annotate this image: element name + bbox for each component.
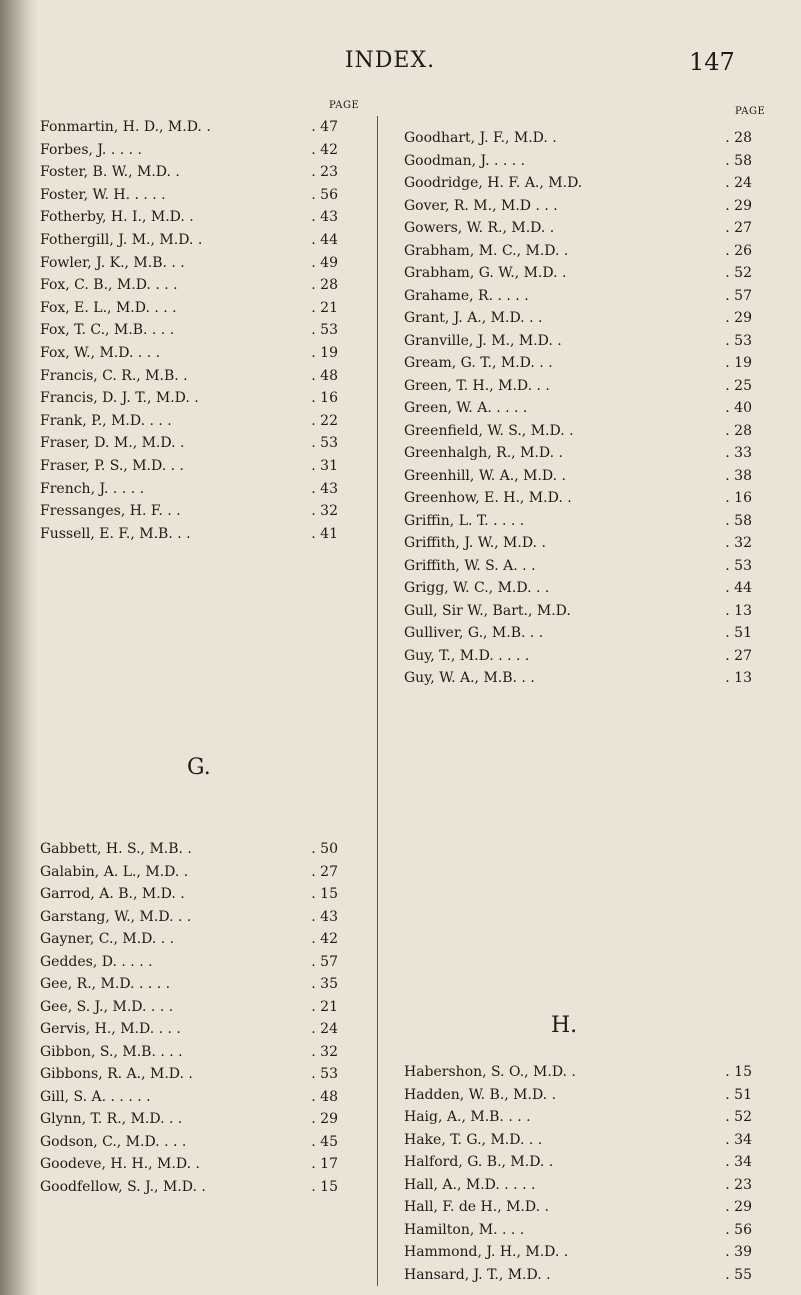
entry-page-number: . 44 <box>311 232 338 248</box>
entry-name: Hake, T. G., M.D. . . <box>404 1131 543 1148</box>
index-entry <box>404 1241 752 1263</box>
entry-name: Halford, G. B., M.D. . <box>404 1154 554 1170</box>
entry-name: French, J. . . . . <box>40 480 145 497</box>
index-entry <box>404 1106 752 1128</box>
entry-name: Gowers, W. R., M.D. . <box>404 220 555 236</box>
index-entry <box>404 1061 752 1083</box>
index-entry <box>404 1084 752 1106</box>
entry-name: Gulliver, G., M.B. . . <box>404 625 544 641</box>
entry-name: Fowler, J. K., M.B. . . <box>40 254 185 271</box>
entry-name: Gill, S. A. . . . . . <box>40 1088 151 1105</box>
entry-page-number: . 33 <box>725 445 752 461</box>
entry-page-number: . 23 <box>311 164 338 181</box>
entry-name: Grahame, R. . . . . <box>404 287 529 304</box>
entry-name: Greenfield, W. S., M.D. . <box>404 422 574 439</box>
entry-name: Fox, C. B., M.D. . . . <box>40 277 178 294</box>
entry-page-number: . 48 <box>311 367 338 384</box>
index-entry <box>404 600 752 622</box>
index-entry <box>40 1018 338 1040</box>
entry-name: Glynn, T. R., M.D. . . <box>40 1111 183 1127</box>
entry-page-number: . 55 <box>725 1266 752 1283</box>
index-entry <box>404 510 752 532</box>
entry-page-number: . 49 <box>311 254 338 271</box>
index-entry <box>40 973 338 995</box>
index-entry <box>404 1174 752 1196</box>
entry-name: Geddes, D. . . . . <box>40 953 153 970</box>
entry-page-number: . 53 <box>311 435 338 452</box>
entry-name: Griffin, L. T. . . . . <box>404 512 525 529</box>
entry-page-number: . 42 <box>311 931 338 947</box>
entry-name: Grabham, M. C., M.D. . <box>404 242 569 259</box>
entry-page-number: . 42 <box>311 141 338 158</box>
entry-name: Fothergill, J. M., M.D. . <box>40 232 203 248</box>
entry-page-number: . 29 <box>725 310 752 326</box>
index-entry <box>40 206 338 228</box>
entry-page-number: . 53 <box>725 332 752 349</box>
entry-page-number: . 43 <box>311 480 338 497</box>
index-entry <box>40 951 338 973</box>
entry-page-number: . 53 <box>311 1066 338 1082</box>
entry-name: Fox, T. C., M.B. . . . <box>40 322 175 339</box>
entry-page-number: . 21 <box>311 299 338 316</box>
entry-page-number: . 23 <box>725 1176 752 1193</box>
entry-page-number: . 22 <box>311 412 338 429</box>
index-entry <box>404 1196 752 1218</box>
index-entry <box>404 555 752 577</box>
section-letter-h: H. <box>551 1013 578 1038</box>
entry-name: Galabin, A. L., M.D. . <box>40 863 189 880</box>
entry-name: Fraser, P. S., M.D. . . <box>40 458 184 474</box>
entry-page-number: . 51 <box>725 625 752 641</box>
entry-name: Grant, J. A., M.D. . . <box>404 310 543 326</box>
index-entry <box>40 1063 338 1085</box>
index-entry <box>404 240 752 262</box>
entry-name: Green, W. A. . . . . <box>404 400 528 416</box>
entry-name: Goodhart, J. F., M.D. . <box>404 130 557 146</box>
entry-page-number: . 35 <box>311 976 338 992</box>
entry-name: Gervis, H., M.D. . . . <box>40 1021 181 1037</box>
entry-page-number: . 16 <box>725 490 752 506</box>
index-entry <box>40 906 338 928</box>
entry-page-number: . 24 <box>725 175 752 191</box>
index-entry <box>404 577 752 599</box>
index-entry <box>40 184 338 206</box>
index-entry <box>40 1176 338 1198</box>
entry-page-number: . 52 <box>725 265 752 281</box>
entry-page-number: . 19 <box>725 355 752 371</box>
index-entry <box>404 127 752 149</box>
entry-name: Francis, D. J. T., M.D. . <box>40 390 199 407</box>
entry-page-number: . 24 <box>311 1021 338 1037</box>
entry-page-number: . 58 <box>725 152 752 169</box>
index-entry <box>40 928 338 950</box>
entry-name: Hall, F. de H., M.D. . <box>404 1199 549 1215</box>
page-header <box>0 48 801 78</box>
index-entry <box>40 387 338 409</box>
entry-name: Goodfellow, S. J., M.D. . <box>40 1178 206 1195</box>
index-entry <box>404 1151 752 1173</box>
entry-page-number: . 32 <box>311 503 338 520</box>
index-entry <box>404 442 752 464</box>
entry-name: Granville, J. M., M.D. . <box>404 332 562 349</box>
index-entry <box>404 307 752 329</box>
index-entry <box>404 150 752 172</box>
index-entry <box>40 861 338 883</box>
entry-page-number: . 58 <box>725 512 752 529</box>
entry-page-number: . 38 <box>725 467 752 484</box>
entry-name: Gover, R. M., M.D . . . <box>404 197 558 214</box>
entry-page-number: . 52 <box>725 1109 752 1125</box>
entry-name: Goodeve, H. H., M.D. . <box>40 1156 200 1172</box>
entry-name: Godson, C., M.D. . . . <box>40 1133 187 1150</box>
index-entry <box>40 478 338 500</box>
entry-page-number: . 13 <box>725 602 752 619</box>
entry-name: Fox, E. L., M.D. . . . <box>40 299 177 316</box>
entry-page-number: . 56 <box>725 1221 752 1238</box>
entry-page-number: . 57 <box>725 287 752 304</box>
index-entry <box>404 420 752 442</box>
index-entry <box>404 195 752 217</box>
column-divider <box>377 116 378 1286</box>
index-entry <box>40 161 338 183</box>
entry-name: Garrod, A. B., M.D. . <box>40 886 185 902</box>
entry-name: Gibbon, S., M.B. . . . <box>40 1043 183 1060</box>
index-entry <box>40 500 338 522</box>
entry-page-number: . 28 <box>725 130 752 146</box>
entry-name: Grabham, G. W., M.D. . <box>404 265 567 281</box>
index-entry <box>40 342 338 364</box>
index-entry <box>40 252 338 274</box>
entry-name: Gee, R., M.D. . . . . <box>40 976 171 992</box>
index-entry <box>40 1131 338 1153</box>
index-entry <box>40 319 338 341</box>
index-entry <box>404 217 752 239</box>
left-page-label: PAGE <box>329 100 360 111</box>
entry-name: Gull, Sir W., Bart., M.D. <box>404 602 571 619</box>
entry-name: Hall, A., M.D. . . . . <box>404 1176 536 1193</box>
entry-name: Guy, W. A., M.B. . . <box>404 670 535 686</box>
entry-name: Gream, G. T., M.D. . . <box>404 355 553 371</box>
entry-name: Francis, C. R., M.B. . <box>40 367 188 384</box>
entry-name: Fraser, D. M., M.D. . <box>40 435 185 452</box>
entry-page-number: . 29 <box>725 1199 752 1215</box>
entry-page-number: . 15 <box>311 1178 338 1195</box>
index-entry <box>404 465 752 487</box>
index-entry <box>40 838 338 860</box>
entry-page-number: . 53 <box>725 557 752 574</box>
index-entry <box>404 1129 752 1151</box>
index-entry <box>40 883 338 905</box>
index-entry <box>404 330 752 352</box>
entry-name: Fonmartin, H. D., M.D. . <box>40 119 211 135</box>
index-entry <box>40 1086 338 1108</box>
index-entry <box>404 397 752 419</box>
entry-name: Gee, S. J., M.D. . . . <box>40 998 174 1015</box>
entry-page-number: . 50 <box>311 841 338 857</box>
entry-name: Goodridge, H. F. A., M.D. <box>404 175 583 191</box>
entry-name: Haig, A., M.B. . . . <box>404 1109 531 1125</box>
entry-page-number: . 13 <box>725 670 752 686</box>
entry-name: Garstang, W., M.D. . . <box>40 908 192 925</box>
index-entry <box>404 352 752 374</box>
entry-page-number: . 15 <box>725 1064 752 1080</box>
entry-name: Fox, W., M.D. . . . <box>40 345 161 361</box>
index-entry <box>404 645 752 667</box>
entry-page-number: . 27 <box>725 220 752 236</box>
entry-name: Fotherby, H. I., M.D. . <box>40 209 194 226</box>
entry-page-number: . 43 <box>311 209 338 226</box>
entry-page-number: . 57 <box>311 953 338 970</box>
entry-name: Frank, P., M.D. . . . <box>40 412 172 429</box>
entry-page-number: . 15 <box>311 886 338 902</box>
entry-name: Green, T. H., M.D. . . <box>404 377 550 394</box>
entry-name: Guy, T., M.D. . . . . <box>404 647 530 664</box>
entry-name: Gabbett, H. S., M.B. . <box>40 841 192 857</box>
entry-page-number: . 31 <box>311 458 338 474</box>
entry-page-number: . 21 <box>311 998 338 1015</box>
entry-page-number: . 47 <box>311 119 338 135</box>
entry-name: Hammond, J. H., M.D. . <box>404 1244 569 1260</box>
entry-name: Griffith, J. W., M.D. . <box>404 535 546 551</box>
entry-name: Fressanges, H. F. . . <box>40 503 181 520</box>
entry-page-number: . 44 <box>725 580 752 596</box>
entry-name: Greenhow, E. H., M.D. . <box>404 490 572 506</box>
index-entry <box>40 274 338 296</box>
entry-name: Foster, B. W., M.D. . <box>40 164 180 181</box>
entry-page-number: . 27 <box>311 863 338 880</box>
entry-page-number: . 34 <box>725 1131 752 1148</box>
entry-page-number: . 41 <box>311 525 338 542</box>
section-letter-g: G. <box>187 755 211 780</box>
entry-page-number: . 51 <box>725 1086 752 1103</box>
entry-page-number: . 56 <box>311 186 338 203</box>
index-entry <box>40 1108 338 1130</box>
entry-name: Hadden, W. B., M.D. . <box>404 1086 557 1103</box>
right-page-label: PAGE <box>735 106 766 117</box>
entry-name: Habershon, S. O., M.D. . <box>404 1064 576 1080</box>
entry-page-number: . 25 <box>725 377 752 394</box>
index-entry <box>40 365 338 387</box>
index-entry <box>404 262 752 284</box>
entry-name: Grigg, W. C., M.D. . . <box>404 580 550 596</box>
index-entry <box>404 172 752 194</box>
index-entry <box>40 996 338 1018</box>
index-entry <box>40 297 338 319</box>
entry-page-number: . 29 <box>725 197 752 214</box>
entry-name: Forbes, J. . . . . <box>40 141 142 158</box>
entry-name: Hansard, J. T., M.D. . <box>404 1266 551 1283</box>
index-entry <box>404 532 752 554</box>
entry-name: Fussell, E. F., M.B. . . <box>40 525 191 542</box>
entry-name: Goodman, J. . . . . <box>404 152 526 169</box>
entry-name: Foster, W. H. . . . . <box>40 186 166 203</box>
index-entry <box>404 622 752 644</box>
index-entry <box>40 229 338 251</box>
entry-name: Hamilton, M. . . . <box>404 1221 525 1238</box>
entry-page-number: . 26 <box>725 242 752 259</box>
index-entry <box>404 1264 752 1286</box>
index-entry <box>404 1219 752 1241</box>
entry-page-number: . 53 <box>311 322 338 339</box>
entry-name: Greenhalgh, R., M.D. . <box>404 445 563 461</box>
index-entry <box>404 487 752 509</box>
entry-page-number: . 27 <box>725 647 752 664</box>
entry-page-number: . 40 <box>725 400 752 416</box>
entry-page-number: . 45 <box>311 1133 338 1150</box>
index-entry <box>40 116 338 138</box>
entry-page-number: . 28 <box>311 277 338 294</box>
page-number: 147 <box>689 48 735 76</box>
entry-page-number: . 19 <box>311 345 338 361</box>
index-entry <box>40 139 338 161</box>
entry-name: Gibbons, R. A., M.D. . <box>40 1066 193 1082</box>
index-entry <box>40 410 338 432</box>
index-entry <box>40 1041 338 1063</box>
index-entry <box>40 432 338 454</box>
index-entry <box>404 375 752 397</box>
entry-page-number: . 39 <box>725 1244 752 1260</box>
entry-page-number: . 17 <box>311 1156 338 1172</box>
page-edge-shadow <box>0 0 38 1295</box>
entry-page-number: . 16 <box>311 390 338 407</box>
entry-page-number: . 43 <box>311 908 338 925</box>
entry-page-number: . 32 <box>311 1043 338 1060</box>
entry-page-number: . 48 <box>311 1088 338 1105</box>
index-entry <box>404 667 752 689</box>
entry-page-number: . 34 <box>725 1154 752 1170</box>
index-entry <box>40 523 338 545</box>
entry-name: Gayner, C., M.D. . . <box>40 931 175 947</box>
index-entry <box>40 1153 338 1175</box>
entry-page-number: . 29 <box>311 1111 338 1127</box>
entry-name: Griffith, W. S. A. . . <box>404 557 536 574</box>
entry-page-number: . 32 <box>725 535 752 551</box>
index-entry <box>40 455 338 477</box>
entry-name: Greenhill, W. A., M.D. . <box>404 467 566 484</box>
index-entry <box>404 285 752 307</box>
entry-page-number: . 28 <box>725 422 752 439</box>
page-title: INDEX. <box>344 48 436 73</box>
